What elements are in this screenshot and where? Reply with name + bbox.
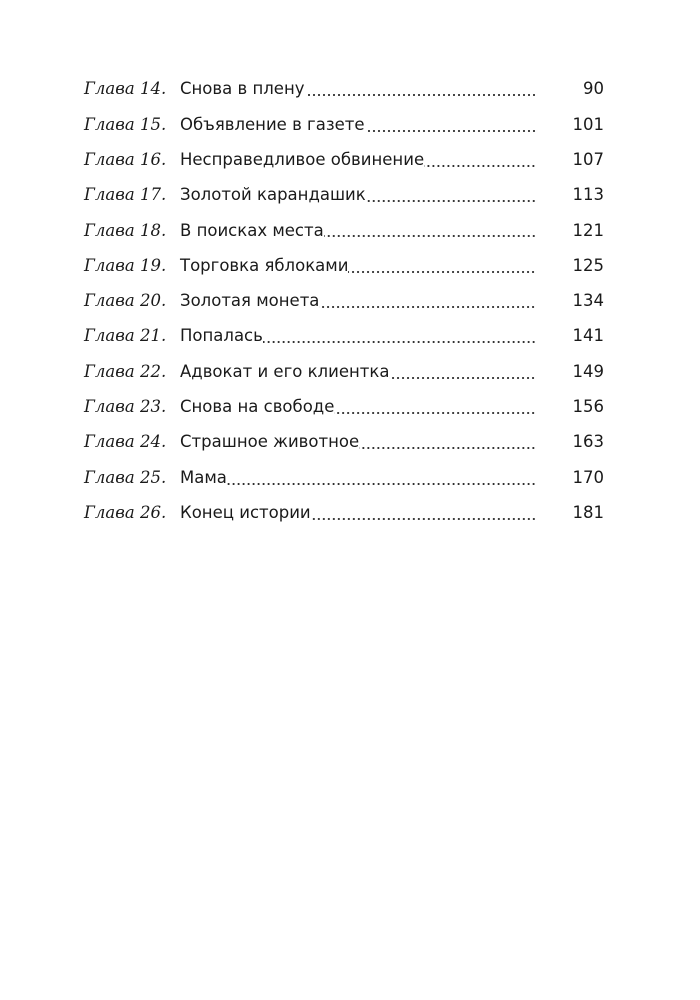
chapter-label: Глава 16. bbox=[84, 149, 167, 169]
dot-leader bbox=[359, 425, 536, 460]
toc-entry bbox=[84, 143, 604, 178]
chapter-label: Глава 20. bbox=[84, 291, 167, 311]
dot-leader bbox=[319, 284, 536, 319]
table-of-contents bbox=[84, 72, 604, 531]
chapter-title: Конец истории bbox=[180, 502, 311, 522]
chapter-label: Глава 17. bbox=[84, 185, 167, 205]
dot-leader bbox=[334, 390, 536, 425]
toc-entry bbox=[84, 178, 604, 213]
toc-entry bbox=[84, 460, 604, 495]
chapter-title: Адвокат и его клиентка bbox=[180, 361, 390, 381]
chapter-label: Глава 26. bbox=[84, 502, 167, 522]
toc-entry bbox=[84, 72, 604, 107]
page-number: 134 bbox=[572, 291, 604, 311]
dot-leader bbox=[311, 496, 536, 531]
page-number: 163 bbox=[572, 432, 604, 452]
chapter-label: Глава 25. bbox=[84, 467, 167, 487]
dot-leader bbox=[324, 213, 536, 248]
toc-entry bbox=[84, 425, 604, 460]
chapter-label: Глава 24. bbox=[84, 432, 167, 452]
chapter-title: Торговка яблоками bbox=[180, 255, 349, 275]
toc-entry bbox=[84, 319, 604, 354]
chapter-title: Объявление в газете bbox=[180, 114, 365, 134]
page-number: 90 bbox=[583, 79, 604, 99]
dot-leader bbox=[424, 143, 536, 178]
page-number: 101 bbox=[572, 114, 604, 134]
toc-entry bbox=[84, 284, 604, 319]
chapter-title: Золотой карандашик bbox=[180, 185, 366, 205]
toc-entry bbox=[84, 213, 604, 248]
dot-leader bbox=[227, 460, 536, 495]
toc-entry bbox=[84, 496, 604, 531]
page-number: 181 bbox=[572, 502, 604, 522]
dot-leader bbox=[366, 178, 536, 213]
toc-entry bbox=[84, 248, 604, 283]
chapter-label: Глава 18. bbox=[84, 220, 167, 240]
chapter-title: В поисках места bbox=[180, 220, 324, 240]
page-number: 121 bbox=[572, 220, 604, 240]
chapter-label: Глава 14. bbox=[84, 79, 167, 99]
chapter-label: Глава 23. bbox=[84, 397, 167, 417]
page-number: 113 bbox=[572, 185, 604, 205]
chapter-title: Снова на свободе bbox=[180, 397, 335, 417]
dot-leader bbox=[389, 354, 536, 389]
chapter-title: Золотая монета bbox=[180, 291, 320, 311]
page-number: 170 bbox=[572, 467, 604, 487]
page-number: 141 bbox=[572, 326, 604, 346]
page-number: 149 bbox=[572, 361, 604, 381]
chapter-label: Глава 21. bbox=[84, 326, 167, 346]
page-number: 107 bbox=[572, 149, 604, 169]
chapter-title: Несправедливое обвинение bbox=[180, 149, 425, 169]
chapter-title: Страшное животное bbox=[180, 432, 360, 452]
chapter-title: Мама bbox=[180, 467, 227, 487]
dot-leader bbox=[263, 319, 536, 354]
page-number: 125 bbox=[572, 255, 604, 275]
dot-leader bbox=[365, 107, 536, 142]
toc-entry bbox=[84, 354, 604, 389]
dot-leader bbox=[348, 248, 536, 283]
chapter-label: Глава 15. bbox=[84, 114, 167, 134]
toc-entry bbox=[84, 107, 604, 142]
dot-leader bbox=[305, 72, 537, 107]
chapter-label: Глава 19. bbox=[84, 255, 167, 275]
chapter-title: Снова в плену bbox=[180, 79, 305, 99]
toc-entry bbox=[84, 390, 604, 425]
chapter-label: Глава 22. bbox=[84, 361, 167, 381]
chapter-title: Попалась bbox=[180, 326, 263, 346]
page-number: 156 bbox=[572, 397, 604, 417]
